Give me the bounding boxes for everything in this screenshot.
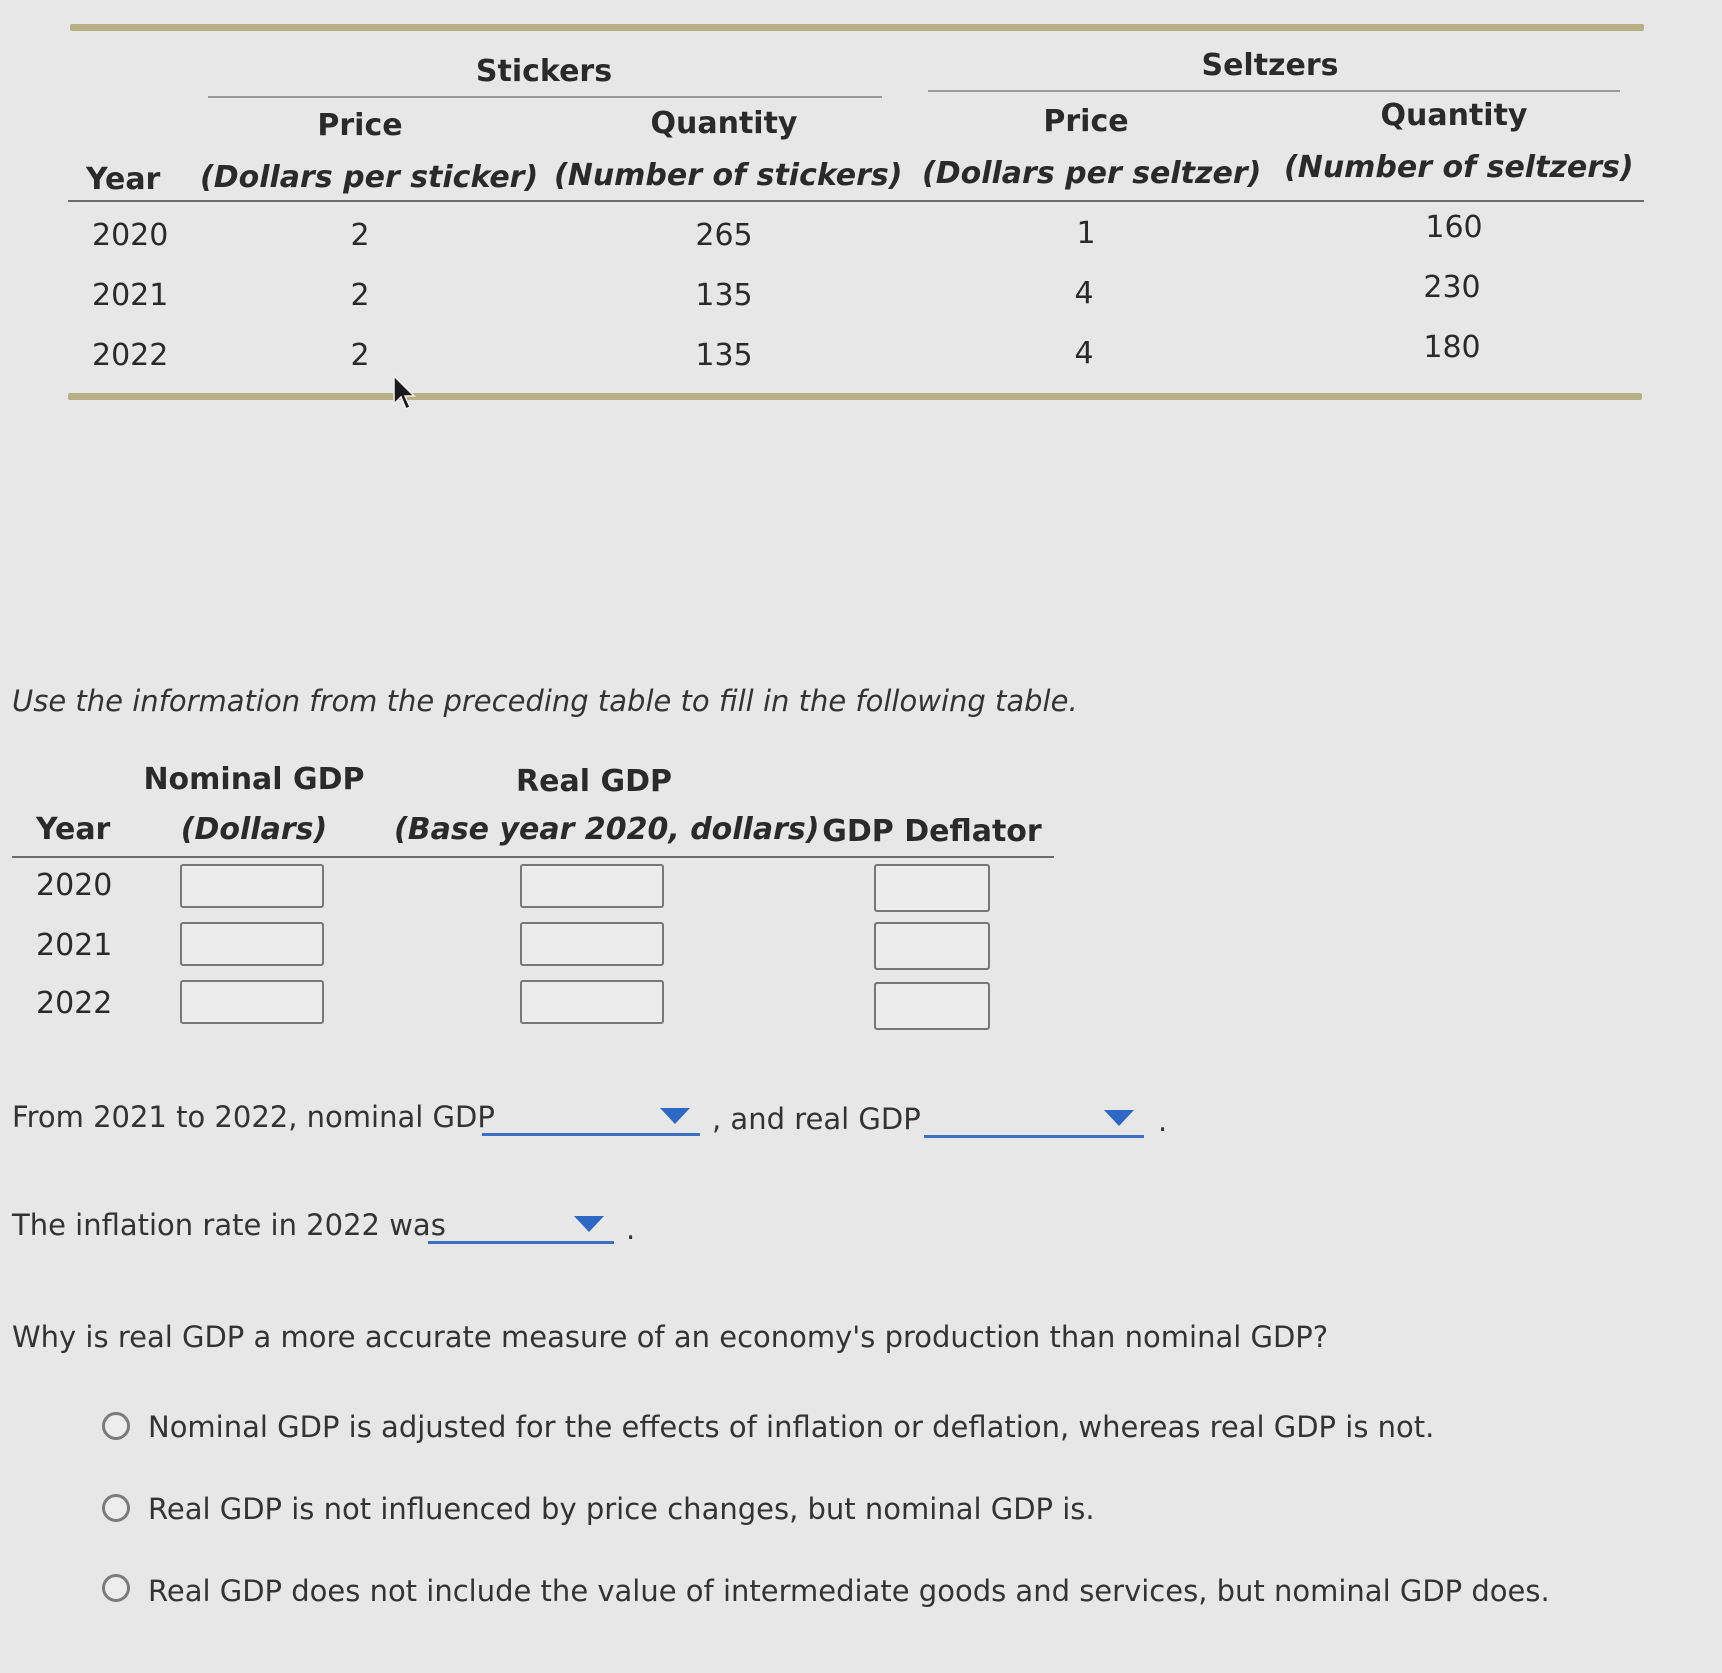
row-2021-seltzer-qty: 230 [1423,270,1481,305]
row-2021-sticker-qty: 135 [695,278,753,313]
nominal-gdp-2021-input[interactable] [180,922,324,966]
inflation-sentence-prefix: The inflation rate in 2022 was [12,1208,446,1242]
group-header-seltzers: Seltzers [1201,48,1339,83]
gdp-deflator-2022-input[interactable] [874,982,990,1030]
nominal-gdp-2020-input[interactable] [180,864,324,908]
row-2021-year: 2021 [92,278,169,313]
option-1-label[interactable]: Nominal GDP is adjusted for the effects of inflation or deflation, whereas real GDP is not. [148,1410,1435,1444]
option-1-radio[interactable] [102,1412,130,1440]
gdp-deflator-2021-input[interactable] [874,922,990,970]
instruction-text: Use the information from the preceding table to fill in the following table. [12,684,1078,718]
header-nominal-gdp: Nominal GDP [143,762,365,797]
row-2020-sticker-price: 2 [350,218,370,253]
gdp-row-2022-year: 2022 [36,986,113,1021]
gdp-row-2020-year: 2020 [36,868,113,903]
option-3-label[interactable]: Real GDP does not include the value of intermediate goods and services, but nominal GDP does. [148,1574,1550,1608]
header-sticker-qty-unit: (Number of stickers) [554,158,903,193]
option-3-radio[interactable] [102,1574,130,1602]
header-real-unit: (Base year 2020, dollars) [394,812,820,847]
seltzers-group-rule [928,90,1620,92]
real-gdp-2021-input[interactable] [520,922,664,966]
header-seltzer-qty: Quantity [1380,98,1528,133]
real-gdp-2022-input[interactable] [520,980,664,1024]
row-2022-seltzer-price: 4 [1074,336,1094,371]
row-2021-sticker-price: 2 [350,278,370,313]
gdp-row-2021-year: 2021 [36,928,113,963]
option-2-radio[interactable] [102,1494,130,1522]
header-year: Year [86,162,161,197]
header-nominal-unit: (Dollars) [180,812,328,847]
nominal-gdp-2022-input[interactable] [180,980,324,1024]
stickers-group-rule [208,96,882,98]
nominal-gdp-change-dropdown[interactable] [482,1102,700,1136]
header-seltzer-price-unit: (Dollars per seltzer) [922,156,1262,191]
gdp-header-rule [12,856,1054,858]
inflation-rate-chevron-down-icon [574,1216,604,1232]
sentence2-period: . [626,1212,636,1246]
question-text: Why is real GDP a more accurate measure of an economy's production than nominal GDP? [12,1320,1329,1354]
row-2022-sticker-price: 2 [350,338,370,373]
header-sticker-price: Price [317,108,403,143]
gdp-header-year: Year [36,812,111,847]
inflation-rate-dropdown[interactable] [428,1210,614,1244]
row-2021-seltzer-price: 4 [1074,276,1094,311]
row-2020-year: 2020 [92,218,169,253]
header-sticker-price-unit: (Dollars per sticker) [200,160,539,195]
nominal-gdp-sentence-prefix: From 2021 to 2022, nominal GDP [12,1100,495,1134]
row-2020-seltzer-price: 1 [1076,216,1096,251]
gdp-deflator-2020-input[interactable] [874,864,990,912]
header-seltzer-qty-unit: (Number of seltzers) [1284,150,1634,185]
header-real-gdp: Real GDP [516,764,672,799]
row-2022-sticker-qty: 135 [695,338,753,373]
row-2022-year: 2022 [92,338,169,373]
nominal-gdp-chevron-down-icon [660,1108,690,1124]
real-gdp-2020-input[interactable] [520,864,664,908]
header-gdp-deflator: GDP Deflator [822,814,1042,849]
header-bottom-rule [68,200,1644,202]
header-seltzer-price: Price [1043,104,1129,139]
real-gdp-sentence-middle: , and real GDP [712,1102,921,1136]
real-gdp-chevron-down-icon [1104,1110,1134,1126]
table-top-rule [70,24,1644,31]
row-2022-seltzer-qty: 180 [1423,330,1481,365]
option-2-label[interactable]: Real GDP is not influenced by price changes, but nominal GDP is. [148,1492,1095,1526]
row-2020-seltzer-qty: 160 [1425,210,1483,245]
sentence1-period: . [1158,1104,1168,1138]
row-2020-sticker-qty: 265 [695,218,753,253]
real-gdp-change-dropdown[interactable] [924,1104,1144,1138]
group-header-stickers: Stickers [475,54,613,89]
table-bottom-rule [68,393,1642,400]
mouse-cursor-icon [392,374,416,412]
header-sticker-qty: Quantity [650,106,798,141]
